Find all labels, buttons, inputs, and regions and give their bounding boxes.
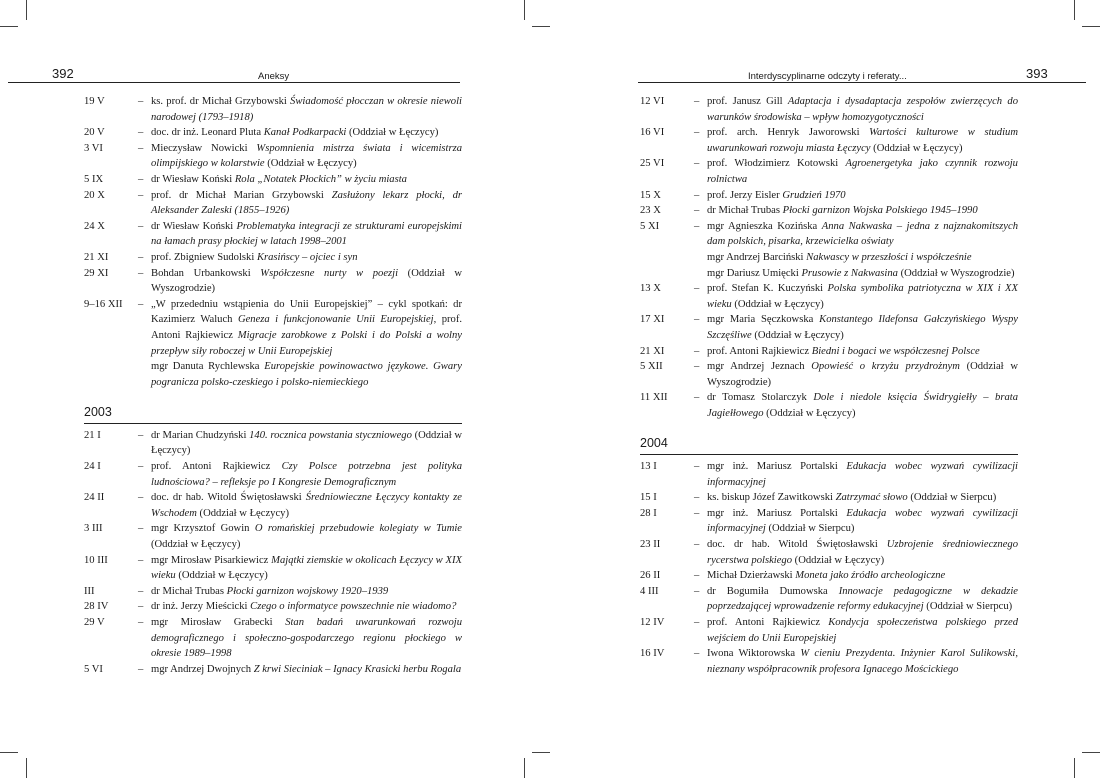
crop-mark (1074, 758, 1075, 778)
speaker-text: mgr inż. Mariusz Portalski (707, 461, 847, 473)
entry-continuation (640, 250, 1018, 266)
entry-text (707, 156, 1018, 187)
lecture-title: Płocki garnizon Wojska Polskiego 1945–1990 (782, 205, 978, 217)
entry-date: 13 I (640, 461, 657, 473)
entry-dash: – (138, 554, 144, 566)
lecture-entry (84, 188, 462, 219)
entry-dash: – (138, 461, 144, 473)
lecture-entry (640, 188, 1018, 204)
lecture-entry (640, 568, 1018, 584)
crop-mark (0, 752, 18, 753)
speaker-text: dr Marian Chudzyński (151, 429, 250, 441)
lecture-title: Nakwascy w przeszłości i współcześnie (806, 251, 972, 263)
speaker-text: dr Michał Trubas (707, 205, 783, 217)
entry-date: 15 I (640, 492, 657, 504)
entry-date: 5 IX (84, 173, 104, 185)
entry-list (640, 94, 1018, 677)
speaker-text: dr Bogumiła Dumowska (707, 585, 839, 597)
entry-dash: – (138, 267, 144, 279)
lecture-title: Migracje zarobkowe z Polski i do Polski a wolny przepływ siły roboczej w Unii Europejskiej (151, 329, 462, 357)
speaker-text: „W przededniu wstąpienia do Unii Europejskiej” – cykl spotkań: dr Kazimierz Waluch (151, 298, 462, 326)
entry-dash: – (694, 648, 700, 660)
speaker-text: (Oddział w Sierpcu) (765, 523, 855, 535)
entry-text (151, 297, 462, 359)
entry-date: III (84, 585, 95, 597)
speaker-text: ks. prof. dr Michał Grzybowski (151, 96, 291, 107)
entry-date: 29 V (84, 617, 105, 628)
lecture-entry (640, 615, 1018, 646)
entry-dash: – (138, 663, 144, 675)
lecture-entry (84, 662, 462, 678)
lecture-entry (84, 141, 462, 172)
entry-date: 3 VI (84, 142, 103, 154)
running-head: Aneksy (258, 71, 290, 82)
entry-dash: – (694, 283, 700, 295)
entry-dash: – (694, 570, 700, 582)
entry-dash: – (694, 345, 700, 357)
speaker-text: (Oddział w Łęczycy) (264, 158, 357, 170)
entry-date: 13 X (640, 283, 661, 295)
entry-date: 28 IV (84, 601, 109, 613)
lecture-entry (84, 599, 462, 615)
lecture-title: Innowacje pedagogiczne w dekadzie poprzedzającej wprowadzenie reformy edukacyjnej (707, 585, 1019, 613)
speaker-text: dr Wiesław Koński (151, 220, 237, 232)
speaker-text: doc. dr inż. Leonard Pluta (151, 127, 264, 139)
speaker-text: mgr Andrzej Jeznach (707, 361, 812, 373)
lecture-entry (84, 297, 462, 359)
speaker-text: dr Michał Trubas (151, 585, 227, 597)
speaker-text: Mieczysław Nowicki (151, 142, 257, 154)
entry-dash: – (138, 429, 144, 441)
lecture-title: Anna Nakwaska – jedna z najznakomitszych dam polskich, pisarka, krzewicielka oświaty (707, 220, 1018, 248)
entry-text (707, 125, 1018, 156)
entry-text (151, 490, 462, 521)
speaker-text: Michał Dzierżawski (707, 570, 796, 582)
entry-text (707, 459, 1018, 490)
speaker-text: (Oddział w Łęczycy) (751, 329, 844, 341)
entry-date: 23 X (640, 205, 661, 217)
speaker-text: mgr Andrzej Dwojnych (151, 663, 254, 675)
entry-text (151, 428, 462, 459)
lecture-title: Biedni i bogaci we współczesnej Polsce (811, 345, 980, 357)
entry-dash: – (694, 189, 700, 201)
entry-text (151, 521, 462, 552)
lecture-title: Współczesne nurty w poezji (260, 267, 399, 279)
lecture-title: Płocki garnizon wojskowy 1920–1939 (226, 585, 389, 597)
lecture-entry (640, 312, 1018, 343)
lecture-entry (640, 646, 1018, 677)
entry-text (151, 266, 462, 297)
entry-date: 23 II (640, 539, 661, 551)
entry-dash: – (694, 461, 700, 473)
lecture-title: Adaptacja i dysadaptacja zespołów zwierzęcych do warunków środowiska – wpływ homozygotyczności (707, 96, 1018, 123)
entry-dash: – (694, 507, 700, 519)
lecture-title: Prusowie z Nakwasina (801, 267, 898, 279)
entry-date: 19 V (84, 96, 105, 107)
entry-date: 3 III (84, 523, 103, 535)
lecture-entry (84, 459, 462, 490)
speaker-text: mgr Dariusz Umięcki (707, 267, 802, 279)
entry-date: 15 X (640, 189, 661, 201)
entry-dash: – (694, 539, 700, 551)
entry-date: 21 I (84, 429, 101, 441)
entry-text (707, 506, 1018, 537)
entry-dash: – (138, 142, 144, 154)
lecture-title: Grudzień 1970 (782, 189, 846, 201)
lecture-title: Średniowieczne Łęczycy kontakty ze Wschodem (151, 492, 462, 519)
entry-date: 5 XII (640, 361, 663, 373)
speaker-text: mgr Agnieszka Kozińska (707, 220, 822, 232)
entry-text (151, 584, 462, 600)
lecture-title: Kanał Podkarpacki (263, 127, 347, 139)
speaker-text: (Oddział w Łęczycy) (151, 429, 462, 457)
lecture-title: Krasińscy – ojciec i syn (256, 251, 358, 263)
entry-text (707, 646, 1018, 677)
entry-dash: – (694, 127, 700, 139)
entry-text (707, 584, 1018, 615)
lecture-title: Czy Polsce potrzebna jest polityka ludnościowa? – refleksje po I Kongresie Demograficznym (151, 461, 462, 488)
entry-dash: – (694, 220, 700, 232)
entry-date: 26 II (640, 570, 661, 582)
entry-text (707, 281, 1018, 312)
entry-list (84, 94, 462, 677)
crop-mark (532, 26, 550, 27)
speaker-text: mgr Andrzej Barciński (707, 251, 807, 263)
speaker-text: doc. dr hab. Witold Świętosławski (151, 492, 306, 504)
entry-text (707, 490, 1018, 506)
entry-text (151, 250, 462, 266)
entry-text (707, 188, 1018, 204)
crop-mark (532, 752, 550, 753)
entry-text (707, 219, 1018, 250)
speaker-text: prof. Włodzimierz Kotowski (707, 158, 846, 170)
lecture-entry (640, 94, 1018, 125)
lecture-entry (84, 490, 462, 521)
year-heading: 2004 (640, 436, 1018, 455)
speaker-text: prof. Antoni Rajkiewicz (707, 617, 829, 628)
speaker-text: (Oddział w Łęczycy) (175, 570, 268, 582)
lecture-title: Stan badań uwarunkowań rozwoju demograficznego i społeczno-gospodarczego regionu płockiego w okresie 1989–1998 (151, 617, 462, 660)
entry-dash: – (694, 158, 700, 170)
crop-mark (1082, 26, 1100, 27)
lecture-title: Wspomnienia mistrza świata i wicemistrza olimpijskiego w kolarstwie (151, 142, 463, 170)
speaker-text: mgr inż. Mariusz Portalski (707, 507, 847, 519)
speaker-text: dr Tomasz Stolarczyk (707, 392, 814, 404)
lecture-entry (640, 506, 1018, 537)
lecture-entry (84, 266, 462, 297)
entry-dash: – (138, 189, 144, 201)
entry-text (707, 615, 1018, 646)
speaker-text: Bohdan Urbankowski (151, 267, 261, 279)
speaker-text: prof. Antoni Rajkiewicz (707, 345, 812, 357)
entry-date: 4 III (640, 585, 659, 597)
entry-text (151, 662, 462, 678)
entry-date: 5 VI (84, 663, 103, 675)
entry-dash: – (694, 205, 700, 217)
lecture-title: Kondycja społeczeństwa polskiego przed wejściem do Unii Europejskiej (707, 617, 1018, 644)
speaker-text: dr Wiesław Koński (151, 173, 235, 185)
lecture-entry (640, 281, 1018, 312)
entry-dash: – (138, 251, 144, 263)
lecture-title: Rola „Notatek Płockich” w życiu miasta (234, 173, 407, 185)
entry-dash: – (138, 127, 144, 139)
entry-dash: – (694, 492, 700, 504)
speaker-text: mgr Krzysztof Gowin (151, 523, 255, 535)
year-heading: 2003 (84, 405, 462, 424)
entry-continuation (84, 359, 462, 390)
crop-mark (26, 0, 27, 20)
lecture-title: Polska symbolika patriotyczna w XIX i XX wieku (707, 283, 1018, 310)
speaker-text: (Oddział w Łęczycy) (792, 554, 885, 566)
lecture-entry (640, 459, 1018, 490)
crop-mark (0, 26, 18, 27)
entry-dash: – (694, 392, 700, 404)
lecture-entry (84, 125, 462, 141)
header-rule (638, 82, 1086, 83)
lecture-title: Opowieść o krzyżu przydrożnym (811, 361, 960, 373)
crop-mark (524, 758, 525, 778)
lecture-entry (640, 219, 1018, 250)
entry-text (151, 615, 462, 662)
lecture-entry (640, 584, 1018, 615)
entry-date: 24 II (84, 492, 105, 504)
entry-text (151, 141, 462, 172)
speaker-text: (Oddział w Wyszogrodzie) (151, 267, 463, 295)
header-rule (8, 82, 460, 83)
entry-text (707, 359, 1018, 390)
lecture-title: Edukacja wobec wyzwań cywilizacji informacyjnej (707, 507, 1018, 535)
speaker-text: dr inż. Jerzy Mieścicki (151, 601, 251, 613)
lecture-entry (84, 172, 462, 188)
lecture-title: Z krwi Sieciniak – Ignacy Krasicki herbu Rogala (253, 663, 462, 675)
entry-text (151, 188, 462, 219)
entry-continuation (640, 266, 1018, 282)
lecture-title: Zatrzymać słowo (835, 492, 908, 504)
entry-date: 28 I (640, 507, 657, 519)
lecture-title: Problematyka integracji ze strukturami europejskimi na łamach prasy płockiej w latach 1998–2001 (151, 220, 462, 248)
lecture-title: Czego o informatyce powszechnie nie wiadomo? (250, 601, 457, 613)
entry-dash: – (138, 617, 144, 628)
speaker-text: Iwona Wiktorowska (707, 648, 801, 660)
entry-date: 9–16 XII (84, 298, 123, 310)
entry-date: 20 X (84, 189, 105, 201)
entry-text (151, 125, 462, 141)
entry-text (707, 537, 1018, 568)
entry-text (151, 599, 462, 615)
page-number: 392 (52, 66, 74, 81)
speaker-text: prof. Zbigniew Sudolski (151, 251, 257, 263)
speaker-text: prof. Antoni Rajkiewicz (151, 461, 282, 473)
lecture-entry (640, 344, 1018, 360)
speaker-text: (Oddział w Łęczycy) (151, 539, 241, 551)
entry-text (707, 203, 1018, 219)
right-page (550, 0, 1100, 778)
entry-dash: – (138, 585, 144, 597)
speaker-text: (Oddział w Łęczycy) (763, 407, 856, 419)
entry-date: 5 XI (640, 220, 660, 232)
entry-text (707, 390, 1018, 421)
entry-date: 29 XI (84, 267, 109, 279)
entry-dash: – (138, 601, 144, 613)
lecture-entry (640, 537, 1018, 568)
entry-date: 11 XII (640, 392, 668, 404)
lecture-entry (84, 250, 462, 266)
entry-text (151, 553, 462, 584)
speaker-text: (Oddział w Łęczycy) (196, 507, 289, 519)
speaker-text: prof. Janusz Gill (707, 96, 788, 107)
lecture-entry (84, 219, 462, 250)
lecture-title: Geneza i funkcjonowanie Unii Europejskiej (237, 314, 434, 326)
speaker-text: (Oddział w Łęczycy) (346, 127, 439, 139)
speaker-text: (Oddział w Sierpcu) (923, 601, 1013, 613)
crop-mark (1074, 0, 1075, 20)
entry-date: 24 I (84, 461, 101, 473)
speaker-text: doc. dr hab. Witold Świętosławski (707, 539, 887, 551)
entry-date: 20 V (84, 127, 105, 139)
speaker-text: (Oddział w Łęczycy) (870, 142, 963, 154)
lecture-entry (84, 428, 462, 459)
speaker-text: (Oddział w Łęczycy) (731, 298, 824, 310)
entry-text (151, 172, 462, 188)
crop-mark (26, 758, 27, 778)
lecture-title: 140. rocznica powstania styczniowego (249, 429, 412, 441)
lecture-title: Moneta jako źródło archeologiczne (795, 570, 946, 582)
lecture-entry (84, 615, 462, 662)
entry-dash: – (694, 314, 700, 326)
lecture-entry (640, 359, 1018, 390)
lecture-title: Świadomość płocczan w okresie niewoli narodowej (1793–1918) (151, 96, 462, 123)
speaker-text: prof. arch. Henryk Jaworowski (707, 127, 870, 139)
entry-dash: – (138, 523, 144, 535)
lecture-title: Zasłużony lekarz płocki, dr Aleksander Zaleski (1855–1926) (151, 189, 463, 217)
entry-date: 21 XI (640, 345, 665, 357)
crop-mark (524, 0, 525, 20)
entry-date: 12 IV (640, 617, 665, 628)
lecture-title: Uzbrojenie średniowiecznego rycerstwa polskiego (707, 539, 1018, 566)
lecture-title: Dole i niedole księcia Świdrygiełły – brata Jagiełłowego (707, 392, 1018, 419)
speaker-text: , prof. Antoni Rajkiewicz (151, 314, 463, 341)
entry-date: 24 X (84, 220, 105, 232)
lecture-entry (84, 584, 462, 600)
entry-dash: – (138, 220, 144, 232)
entry-dash: – (694, 96, 700, 107)
lecture-title: Europejskie powinowactwo językowe. Gwary pogranicza polsko-czeskiego i polsko-niemieckiego (151, 361, 462, 388)
entry-dash: – (138, 96, 144, 107)
lecture-title: O romańskiej przebudowie kolegiaty w Tumie (254, 523, 463, 535)
entry-date: 25 VI (640, 158, 665, 170)
crop-mark (1082, 752, 1100, 753)
entry-text (707, 344, 1018, 360)
entry-dash: – (138, 492, 144, 504)
entry-dash: – (694, 585, 700, 597)
entry-text (707, 312, 1018, 343)
lecture-title: Konstantego Ildefonsa Gałczyńskiego Wyspy Szczęśliwe (707, 314, 1018, 341)
speaker-text: (Oddział w Wyszogrodzie) (707, 361, 1018, 388)
speaker-text: prof. Stefan K. Kuczyński (707, 283, 828, 295)
lecture-entry (640, 203, 1018, 219)
speaker-text: mgr Maria Sęczkowska (707, 314, 820, 326)
running-head: Interdyscyplinarne odczyty i referaty... (748, 71, 907, 82)
lecture-title: Agroenergetyka jako czynnik rozwoju rolnictwa (707, 158, 1018, 185)
lecture-entry (640, 156, 1018, 187)
lecture-title: Wartości kulturowe w studium uwarunkowań rozwoju miasta Łęczycy (707, 127, 1018, 154)
entry-text (151, 219, 462, 250)
entry-date: 21 XI (84, 251, 109, 263)
entry-date: 16 IV (640, 648, 665, 660)
speaker-text: prof. Jerzy Eisler (707, 189, 783, 201)
lecture-entry (640, 490, 1018, 506)
lecture-title: Majątki ziemskie w okolicach Łęczycy w XIX wieku (151, 554, 462, 582)
entry-text (707, 94, 1018, 125)
page-number: 393 (1026, 66, 1048, 81)
entry-dash: – (138, 173, 144, 185)
entry-dash: – (694, 617, 700, 628)
entry-text (151, 94, 462, 125)
entry-date: 12 VI (640, 96, 665, 107)
lecture-title: W cieniu Prezydenta. Inżynier Karol Sulikowski, nieznany współpracownik profesora Ignacego Mościckiego (707, 648, 1018, 675)
lecture-entry (640, 390, 1018, 421)
speaker-text: mgr Danuta Rychlewska (151, 361, 265, 373)
speaker-text: prof. dr Michał Marian Grzybowski (151, 189, 332, 201)
entry-text (151, 459, 462, 490)
lecture-title: Edukacja wobec wyzwań cywilizacji informacyjnej (707, 461, 1018, 488)
entry-dash: – (138, 298, 144, 310)
entry-date: 10 III (84, 554, 108, 566)
speaker-text: (Oddział w Wyszogrodzie) (897, 267, 1015, 279)
entry-date: 16 VI (640, 127, 665, 139)
lecture-entry (640, 125, 1018, 156)
entry-date: 17 XI (640, 314, 665, 326)
lecture-entry (84, 94, 462, 125)
speaker-text: ks. biskup Józef Zawitkowski (707, 492, 836, 504)
speaker-text: mgr Mirosław Pisarkiewicz (151, 554, 272, 566)
speaker-text: (Oddział w Sierpcu) (907, 492, 997, 504)
lecture-entry (84, 553, 462, 584)
entry-text (707, 568, 1018, 584)
entry-dash: – (694, 361, 700, 373)
speaker-text: mgr Mirosław Grabecki (151, 617, 286, 628)
lecture-entry (84, 521, 462, 552)
